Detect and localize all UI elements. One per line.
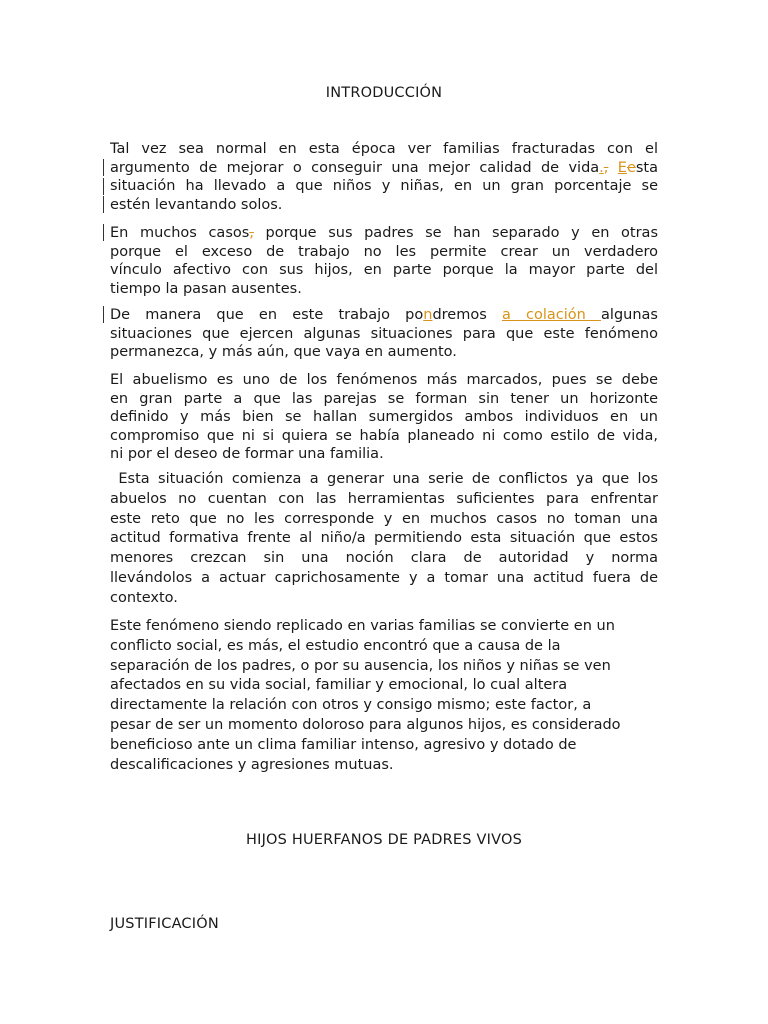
text-line: porque el exceso de trabajo no les permite crear un verdadero [110, 243, 658, 260]
text-line: menores crezcan sin una noción clara de autoridad y norma [110, 550, 658, 567]
tracked-insertion: a colación [501, 307, 602, 323]
text-line: situaciones que ejercen algunas situaciones para que este fenómeno [110, 325, 658, 342]
text-line: ni por el deseo de formar una familia. [110, 446, 384, 463]
heading-hijos-huerfanos: HIJOS HUERFANOS DE PADRES VIVOS [245, 832, 522, 848]
change-bar [103, 224, 104, 241]
text-line: vínculo afectivo con sus hijos, en parte porque la mayor parte del [110, 262, 658, 279]
text-line: separación de los padres, o por su ausencia, los niños y niñas se ven [110, 657, 611, 674]
text-line: contexto. [110, 589, 178, 606]
text-line: conflicto social, es más, el estudio encontró que a causa de la [110, 637, 561, 654]
tracked-deletion: , [249, 225, 254, 241]
text-line: Esta situación comienza a generar una serie de conflictos ya que los [110, 471, 658, 487]
text-line: abuelos no cuentan con las herramientas suficientes para enfrentar [110, 490, 658, 507]
paragraph-1 [110, 140, 658, 214]
text-line: El abuelismo es uno de los fenómenos más marcados, pues se debe [110, 372, 658, 388]
text-line: estén levantando solos. [110, 196, 283, 213]
text-line: definido y más bien se hallan sumergidos ambos individuos en un [110, 409, 658, 426]
text-line: pesar de ser un momento doloroso para algunos hijos, es considerado [110, 716, 621, 733]
tracked-insertion: . [599, 159, 604, 176]
text-line: beneficioso ante un clima familiar intenso, agresivo y dotado de [110, 736, 577, 753]
change-bar [103, 196, 104, 213]
text-line: llevándolos a actuar caprichosamente y a tomar una actitud fuera de [110, 569, 658, 586]
text-line: compromiso que ni si quiera se había planeado ni como estilo de vida, [110, 427, 658, 444]
heading-justificacion: JUSTIFICACIÓN [110, 916, 219, 932]
tracked-deletion: , [603, 159, 609, 176]
text-line: este reto que no les corresponde y en muchos casos no toman una [110, 510, 658, 527]
paragraph-2 [110, 224, 658, 298]
paragraph-6 [110, 617, 658, 775]
change-bar [103, 306, 104, 323]
text-line: directamente la relación con otros y consigo mismo; este factor, a [110, 697, 592, 714]
text-line: En muchos casos, porque sus padres se han separado y en otras [110, 225, 658, 241]
text-line: en gran parte a que las parejas se forman sin tener un horizonte [110, 390, 658, 407]
text-line: tiempo la pasan ausentes. [110, 280, 302, 297]
tracked-insertion: n [423, 307, 433, 323]
text-line: argumento de mejorar o conseguir una mejor calidad de vida., Eesta [110, 159, 659, 176]
tracked-insertion: E [617, 159, 627, 176]
tracked-deletion: e [626, 159, 636, 176]
text-line: permanezca, y más aún, que vaya en aumento. [110, 344, 457, 361]
text-line: afectados en su vida social, familiar y emocional, lo cual altera [110, 677, 568, 694]
paragraph-4 [110, 371, 658, 464]
text-line: situación ha llevado a que niños y niñas, en un gran porcentaje se [110, 178, 658, 195]
text-line: Tal vez sea normal en esta época ver familias fracturadas con el [110, 141, 658, 157]
text-line: actitud formativa frente al niño/a permitiendo esta situación que estos [110, 530, 658, 547]
change-bar [103, 159, 104, 176]
text-line: De manera que en este trabajo pondremos a colación algunas [110, 307, 658, 323]
heading-introduccion: INTRODUCCIÓN [325, 85, 443, 101]
text-line: Este fenómeno siendo replicado en varias familias se convierte en un [110, 618, 615, 634]
paragraph-3 [110, 306, 658, 362]
change-bar [103, 178, 104, 195]
text-line: descalificaciones y agresiones mutuas. [110, 756, 394, 773]
paragraph-5 [110, 470, 658, 609]
